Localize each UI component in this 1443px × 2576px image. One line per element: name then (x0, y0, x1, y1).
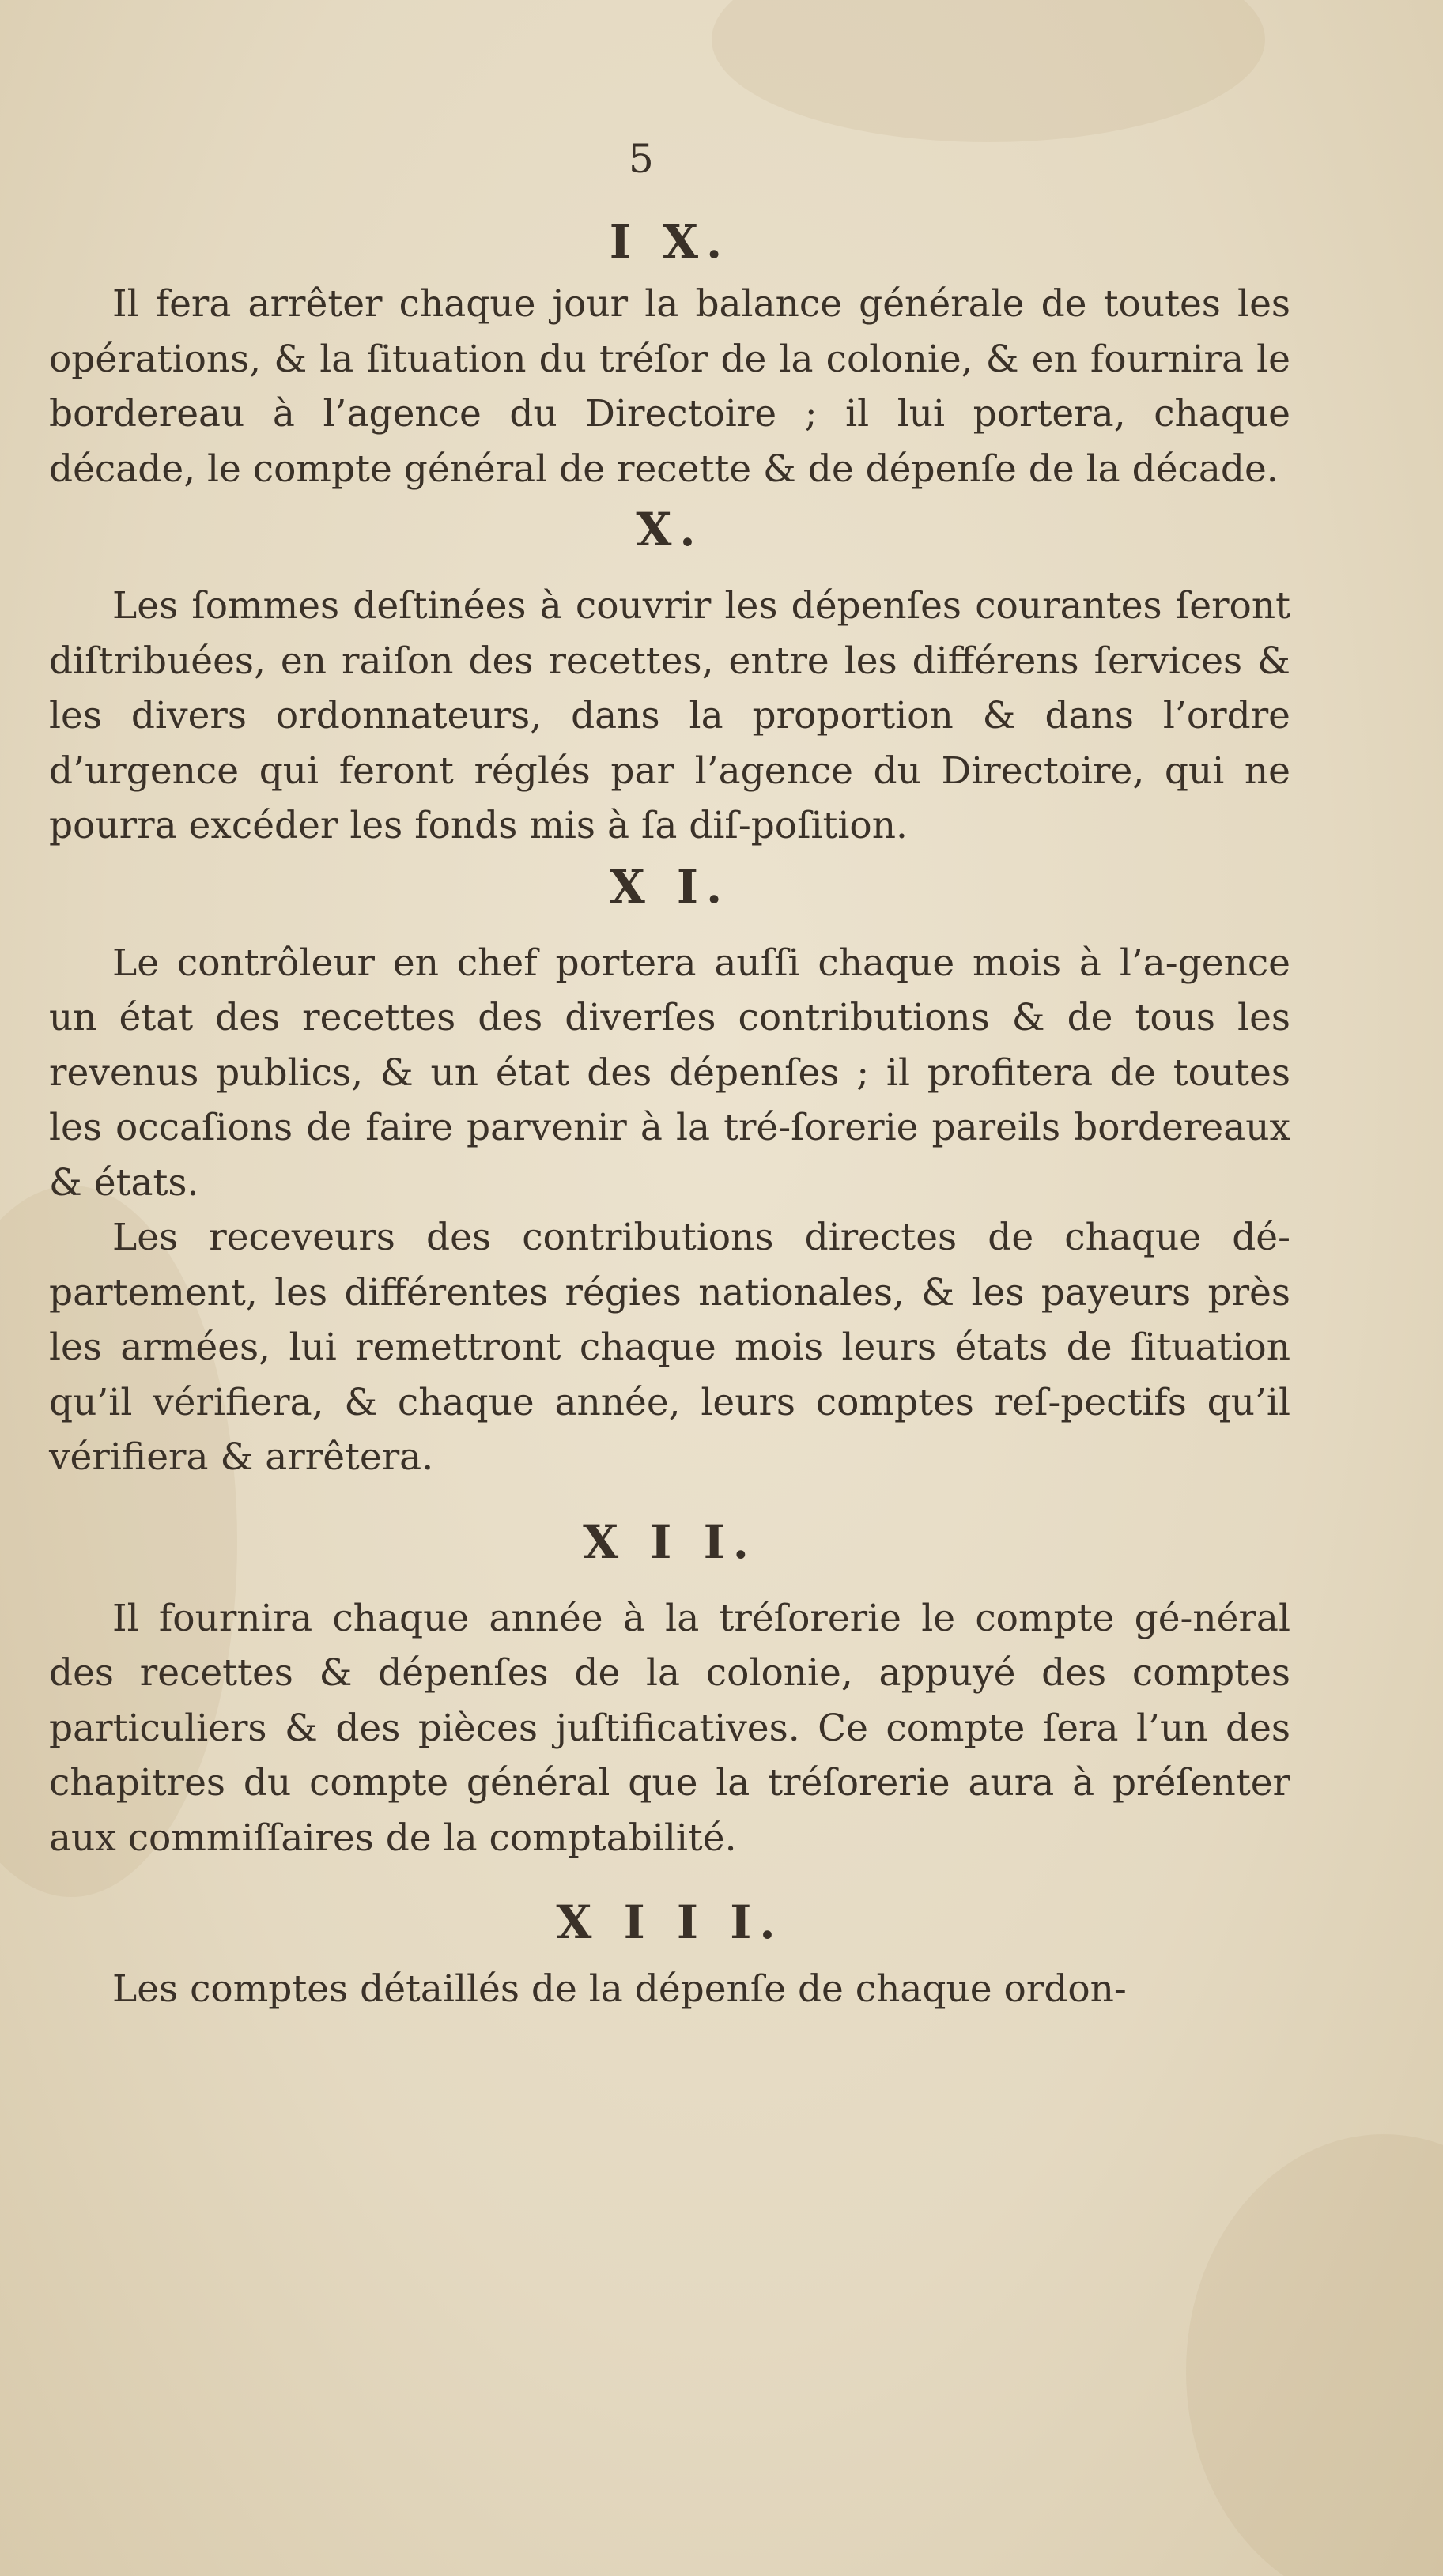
article-xii (49, 1514, 1290, 1866)
article-xi (49, 858, 1290, 1485)
article-paragraph: Les receveurs des contributions directes de chaque dé-partement, les différentes régies nationales, & les payeurs près les armées, lui remettront chaque mois leurs états de ſituation qu’il vérifiera, & chaque année, leurs comptes reſ-pectifs qu’il vérifiera & arrêtera. (49, 1216, 1290, 1479)
text-column (49, 134, 1290, 2017)
article-heading: I X. (609, 215, 731, 269)
article-paragraph: Il fournira chaque année à la tréſorerie le compte gé-néral des recettes & dépenſes de la colonie, appuyé des comptes particuliers & des pièces juſtificatives. Ce compte ſera l’un des chapitres du compte général que la tréſorerie aura à préſenter aux commiſſaires de la comptabilité. (49, 1596, 1290, 1860)
page-number: 5 (629, 136, 654, 182)
paper-stain (712, 0, 1265, 142)
article-xiii (49, 1894, 1290, 2017)
paper-stain (1186, 2134, 1443, 2576)
article-x (49, 501, 1290, 854)
article-paragraph: Les comptes détaillés de la dépenſe de chaque ordon- (112, 1967, 1127, 2011)
article-heading: X. (636, 503, 704, 556)
article-paragraph: Le contrôleur en chef portera auſſi chaque mois à l’a-gence un état des recettes des diverſes contributions & de tous les revenus publics, & un état des dépenſes ; il profitera de toutes les occaſions de faire parvenir à la tré-ſorerie pareils bordereaux & états. (49, 941, 1290, 1205)
article-heading: X I I. (583, 1514, 757, 1569)
article-heading: X I. (609, 859, 731, 914)
article-heading: X I I I. (556, 1895, 784, 1949)
article-ix (49, 213, 1290, 496)
article-paragraph: Il fera arrêter chaque jour la balance générale de toutes les opérations, & la ſituation du tréſor de la colonie, & en fournira le bordereau à l’agence du Directoire ; il lui portera, chaque décade, le compte général de recette & de dépenſe de la décade. (49, 282, 1290, 491)
article-paragraph: Les ſommes deſtinées à couvrir les dépenſes courantes ſeront diſtribuées, en raiſon des recettes, entre les différens ſervices & les divers ordonnateurs, dans la proportion & dans l’ordre d’urgence qui feront réglés par l’agence du Directoire, qui ne pourra excéder les fonds mis à ſa diſ-poſition. (49, 584, 1290, 847)
